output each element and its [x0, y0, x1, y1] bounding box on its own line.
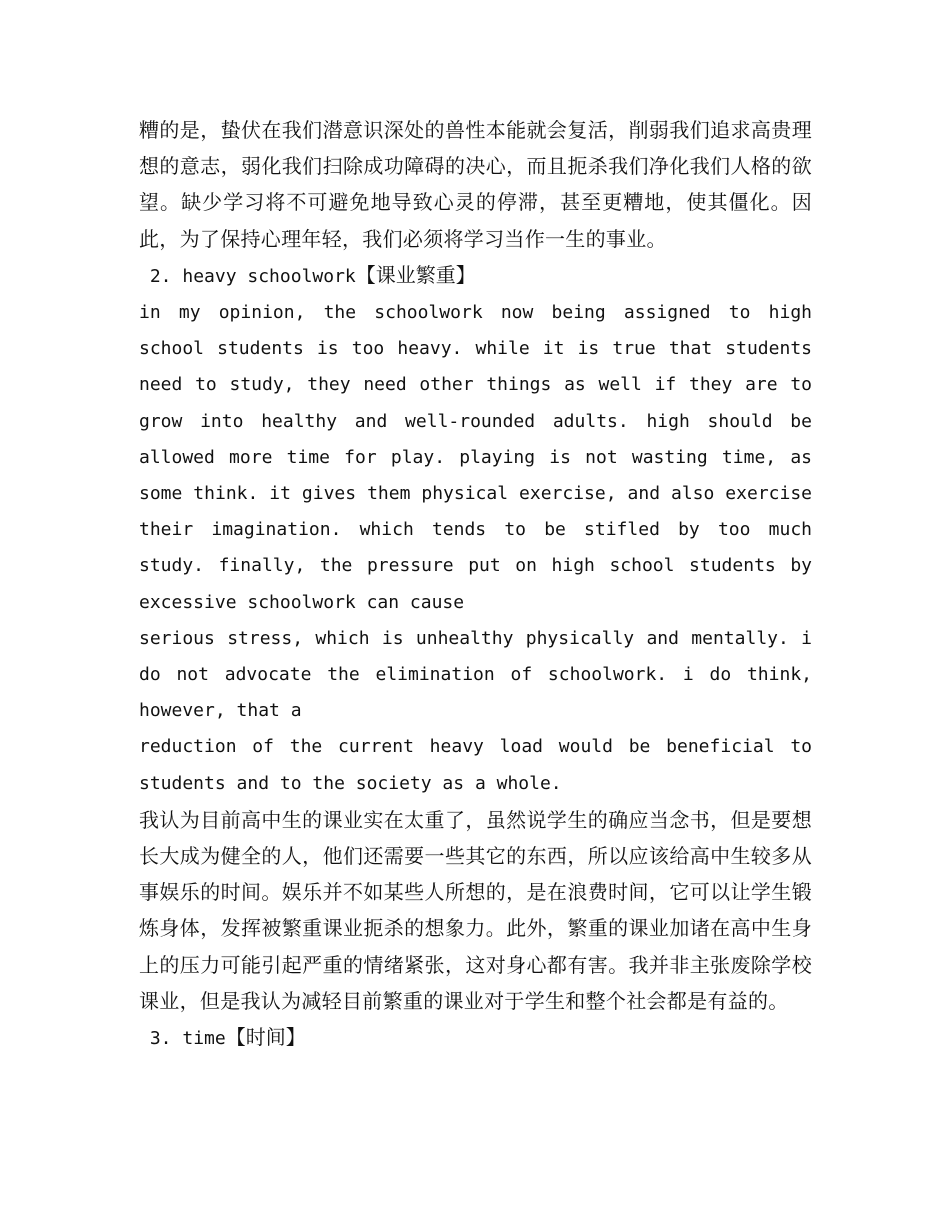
english-line: need to study, they need other things as well if they are to	[139, 374, 812, 396]
intro-paragraph: 糟的是，蛰伏在我们潜意识深处的兽性本能就会复活，削弱我们追求高贵理想的意志，弱化我们扫除成功障碍的决心，而且扼杀我们净化我们人格的欲望。缺少学习将不可避免地导致心灵的停滞，甚至更糟地，使其僵化。因此，为了保持心理年轻，我们必须将学习当作一生的事业。	[139, 118, 812, 251]
section-2-number: 2.	[139, 265, 183, 287]
section-3-title-zh: 【时间】	[225, 1025, 306, 1050]
english-essay	[139, 295, 812, 802]
chinese-translation: 我认为目前高中生的课业实在太重了，虽然说学生的确应当念书，但是要想长大成为健全的人，他们还需要一些其它的东西，所以应该给高中生较多从事娱乐的时间。娱乐并不如某些人所想的，是在浪费时间，它可以让学生锻炼身体，发挥被繁重课业扼杀的想象力。此外，繁重的课业加诸在高中生身上的压力可能引起严重的情绪紧张，这对身心都有害。我并非主张废除学校课业，但是我认为减轻目前繁重的课业对于学生和整个社会都是有益的。	[139, 807, 812, 1013]
english-line: excessive schoolwork can cause	[139, 591, 465, 613]
english-line: in my opinion, the schoolwork now being assigned to high	[139, 302, 812, 324]
english-line: students and to the society as a whole.	[139, 772, 562, 794]
english-line: study. finally, the pressure put on high school students by	[139, 555, 812, 577]
section-3-title-en: time	[182, 1028, 226, 1050]
english-line: school students is too heavy. while it is true that students	[139, 338, 812, 360]
section-2-title-en: heavy schoolwork	[182, 265, 356, 287]
english-line: reduction of the current heavy load would be beneficial to	[139, 736, 812, 758]
section-2-title-zh: 【课业繁重】	[355, 262, 476, 287]
english-line: their imagination. which tends to be stifled by too much	[139, 519, 812, 541]
section-2-heading	[139, 257, 812, 295]
english-line: serious stress, which is unhealthy physically and mentally. i	[139, 627, 812, 649]
english-line: do not advocate the elimination of schoolwork. i do think,	[139, 664, 812, 686]
english-line: grow into healthy and well-rounded adults. high should be	[139, 410, 812, 432]
section-3-number: 3.	[139, 1028, 183, 1050]
section-3-heading	[139, 1019, 812, 1057]
english-line: some think. it gives them physical exercise, and also exercise	[139, 483, 812, 505]
document-body	[139, 112, 812, 1057]
english-line: however, that a	[139, 700, 302, 722]
english-line: allowed more time for play. playing is not wasting time, as	[139, 446, 812, 468]
